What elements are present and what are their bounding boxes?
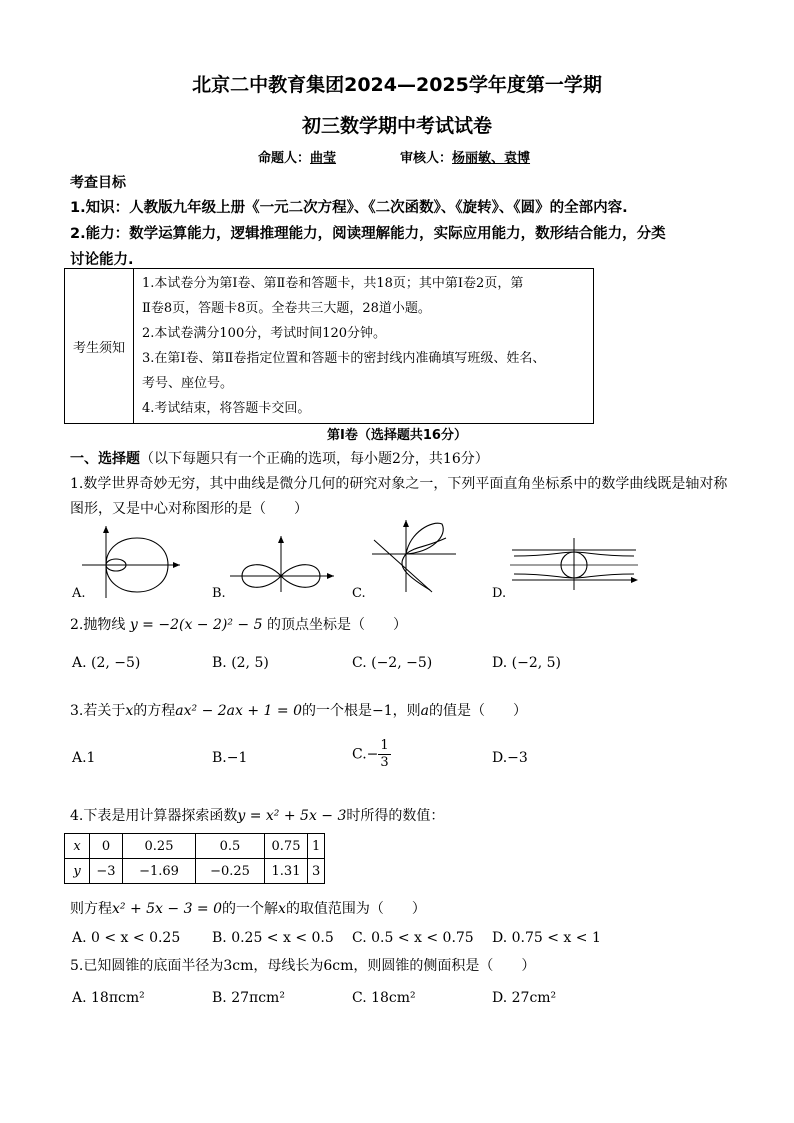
q2-option-d: D. (−2, 5) (492, 655, 561, 671)
q4-option-b: B. 0.25 < x < 0.5 (212, 930, 334, 946)
notice-item3-line2: 考号、座位号。 (142, 376, 234, 391)
q1-option-c: C. (352, 586, 366, 601)
table-cell: −0.25 (196, 859, 265, 884)
q4-option-a: A. 0 < x < 0.25 (72, 930, 181, 946)
q4-stem-suffix: 时所得的数值： (346, 808, 445, 824)
q3-option-c-prefix: C.− (352, 746, 379, 763)
author-name: 曲莹 (310, 151, 337, 166)
table-cell: 0.75 (265, 834, 308, 859)
q3-option-d: D.−3 (492, 750, 528, 766)
q5-stem: 5.已知圆锥的底面半径为3cm，母线长为6cm，则圆锥的侧面积是（ ） (70, 958, 536, 974)
q3-option-a: A.1 (72, 750, 96, 766)
q1-option-b: B. (212, 586, 226, 601)
q1-option-d: D. (492, 586, 507, 601)
section1-heading-bold: 一、选择题 (70, 451, 140, 467)
table-cell: 1.31 (265, 859, 308, 884)
table-cell: −3 (90, 859, 123, 884)
section1-heading (70, 448, 489, 468)
q2-stem (70, 614, 407, 634)
table-cell: −1.69 (123, 859, 196, 884)
reviewer-names: 杨丽敏、袁博 (452, 151, 531, 166)
q4-follow-var: x (278, 901, 286, 917)
q3-option-b: B.−1 (212, 750, 248, 766)
q4-follow-prefix: 则方程 (70, 901, 112, 917)
q4-stem (70, 805, 444, 825)
table-cell: 3 (308, 859, 325, 884)
section1-title: 第Ⅰ卷（选择题共16分） (327, 428, 467, 443)
table-cell: 0.5 (196, 834, 265, 859)
reviewer-label: 审核人： (400, 151, 453, 166)
q1-figure-d (510, 536, 640, 592)
table-x-label: x (73, 838, 81, 854)
author-label: 命题人： (258, 151, 311, 166)
q3-var-a: a (420, 703, 429, 719)
exam-title-line2: 初三数学期中考试试卷 (301, 115, 492, 137)
q3-root: −1 (371, 703, 393, 719)
table-y-label: y (73, 863, 81, 879)
objective-ability-line1: 2.能力：数学运算能力，逻辑推理能力，阅读理解能力，实际应用能力，数形结合能力，分类 (70, 226, 666, 242)
q3-fraction-denominator: 3 (380, 755, 389, 770)
q3-stem (70, 700, 527, 720)
q4-function: y = x² + 5x − 3 (237, 808, 347, 824)
notice-item3-line1: 3.在第Ⅰ卷、第Ⅱ卷指定位置和答题卡的密封线内准确填写班级、姓名、 (142, 351, 546, 366)
notice-item2: 2.本试卷满分100分，考试时间120分钟。 (142, 326, 387, 341)
q3-stem-mid2: 的一个根是 (301, 703, 372, 719)
q2-option-b: B. (2, 5) (212, 655, 269, 671)
q1-option-a: A. (72, 586, 86, 601)
reviewer-line (400, 147, 530, 166)
table-row-x (65, 834, 325, 859)
q5-option-a: A. 18πcm² (72, 990, 145, 1006)
q3-stem-prefix: 3.若关于 (70, 703, 126, 719)
q3-fraction-numerator: 1 (380, 738, 389, 753)
q4-follow-equation: x² + 5x − 3 = 0 (112, 901, 223, 917)
q3-stem-suffix: 的值是（ ） (428, 703, 527, 719)
author-line (258, 147, 336, 166)
q3-var-x: x (125, 703, 134, 719)
q4-option-c: C. 0.5 < x < 0.75 (352, 930, 474, 946)
objective-ability-line2: 讨论能力. (70, 252, 134, 268)
q3-stem-mid3: ，则 (392, 703, 421, 719)
section1-heading-rest: （以下每题只有一个正确的选项，每小题2分，共16分） (140, 451, 489, 467)
q1-figure-c (370, 518, 460, 594)
q1-figure-b (226, 534, 336, 594)
q1-stem-line1: 1.数学世界奇妙无穷，其中曲线是微分几何的研究对象之一，下列平面直角坐标系中的数学曲线既是轴对称 (70, 476, 728, 492)
q5-option-c: C. 18cm² (352, 990, 416, 1006)
q4-follow-mid: 的一个解 (222, 901, 279, 917)
q2-stem-suffix: 的顶点坐标是（ ） (266, 617, 407, 633)
notice-item1-line2: Ⅱ卷8页，答题卡8页。全卷共三大题，28道小题。 (142, 301, 431, 316)
q4-stem-prefix: 4.下表是用计算器探索函数 (70, 808, 238, 824)
q1-figure-a (82, 524, 182, 600)
q5-option-b: B. 27πcm² (212, 990, 285, 1006)
q2-option-c: C. (−2, −5) (352, 655, 433, 671)
table-cell: 0 (90, 834, 123, 859)
q3-equation: ax² − 2ax + 1 = 0 (175, 703, 302, 719)
notice-item1-line1: 1.本试卷分为第Ⅰ卷、第Ⅱ卷和答题卡，共18页；其中第Ⅰ卷2页，第 (142, 276, 524, 291)
table-cell: 0.25 (123, 834, 196, 859)
q4-value-table (64, 833, 325, 884)
q1-stem-line2: 图形，又是中心对称图形的是（ ） (70, 501, 308, 517)
q4-follow (70, 898, 426, 918)
q4-option-d: D. 0.75 < x < 1 (492, 930, 601, 946)
notice-label: 考生须知 (65, 269, 134, 424)
notice-content (134, 269, 594, 424)
q2-equation: y = −2(x − 2)² − 5 (129, 617, 263, 633)
objectives-heading: 考查目标 (70, 175, 126, 191)
q3-option-c (352, 738, 391, 771)
q3-stem-mid: 的方程 (133, 703, 176, 719)
table-cell: 1 (308, 834, 325, 859)
notice-item4: 4.考试结束，将答题卡交回。 (142, 401, 311, 416)
q4-follow-suffix: 的取值范围为（ ） (285, 901, 426, 917)
q3-option-c-fraction (378, 738, 390, 771)
q5-option-d: D. 27cm² (492, 990, 557, 1006)
q2-option-a: A. (2, −5) (72, 655, 141, 671)
exam-title-line1: 北京二中教育集团2024—2025学年度第一学期 (192, 74, 602, 96)
objective-knowledge: 1.知识：人教版九年级上册《一元二次方程》、《二次函数》、《旋转》、《圆》的全部内容. (70, 200, 628, 216)
q2-stem-prefix: 2.抛物线 (70, 617, 126, 633)
table-row-y (65, 859, 325, 884)
notice-table (64, 268, 594, 424)
